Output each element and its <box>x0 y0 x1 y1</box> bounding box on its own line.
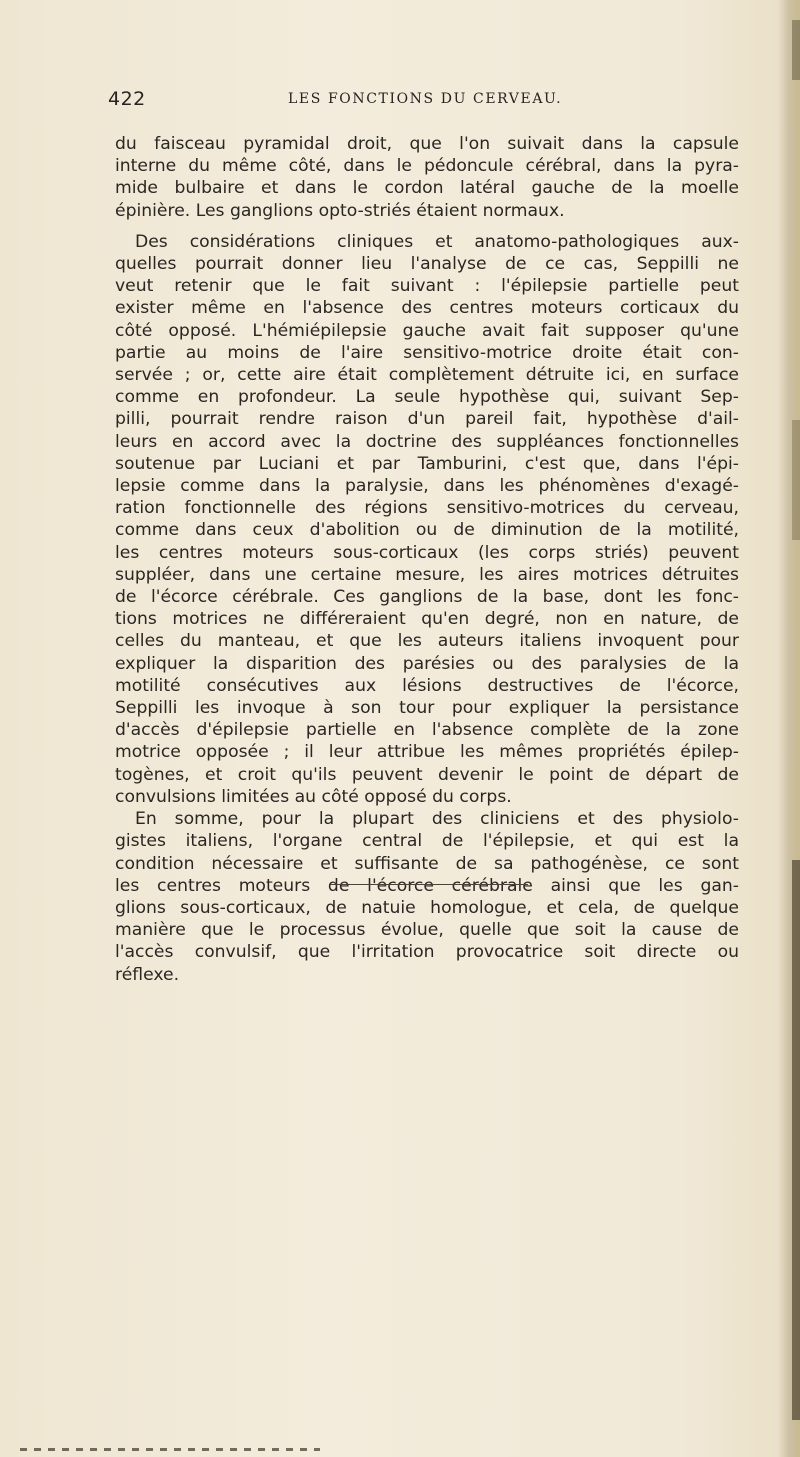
running-head <box>108 88 748 110</box>
text-line: motrice opposée ; il leur attribue les mêmes propriétés épilep- <box>115 742 739 763</box>
text-line: togènes, et croit qu'ils peuvent devenir le point de départ de <box>115 764 739 785</box>
text-line: glions sous-corticaux, de natuie homologue, et cela, de quelque <box>115 897 739 918</box>
text-line: servée ; or, cette aire était complètement détruite ici, en surface <box>115 365 739 386</box>
text-line: manière que le processus évolue, quelle que soit la cause de <box>115 920 739 941</box>
text-line: côté opposé. L'hémiépilepsie gauche avait fait supposer qu'une <box>115 320 739 341</box>
text-line: celles du manteau, et que les auteurs italiens invoquent pour <box>115 631 739 652</box>
text-line: Seppilli les invoque à son tour pour expliquer la persistance <box>115 698 739 719</box>
text-line: quelles pourrait donner lieu l'analyse de ce cas, Seppilli ne <box>115 254 739 275</box>
text-line: épinière. Les ganglions opto-striés étaient normaux. <box>115 200 565 221</box>
text-line: partie au moins de l'aire sensitivo-motrice droite était con- <box>115 342 739 363</box>
text-line: suppléer, dans une certaine mesure, les aires motrices détruites <box>115 564 739 585</box>
paragraph-1 <box>115 133 739 222</box>
text-line: l'accès convulsif, que l'irritation provocatrice soit directe ou <box>115 942 739 963</box>
text-line: soutenue par Luciani et par Tamburini, c'est que, dans l'épi- <box>115 453 739 474</box>
text-line: les centres moteurs de l'écorce cérébrale ainsi que les gan- <box>115 875 739 896</box>
text-line: comme dans ceux d'abolition ou de diminution de la motilité, <box>115 520 739 541</box>
text-line: mide bulbaire et dans le cordon latéral gauche de la moelle <box>115 178 739 199</box>
page-edge-mark <box>792 420 800 540</box>
page-edge-mark <box>792 860 800 1420</box>
text-line: ration fonctionnelle des régions sensitivo-motrices du cerveau, <box>115 498 739 519</box>
text-line: convulsions limitées au côté opposé du corps. <box>115 786 512 807</box>
text-line: condition nécessaire et suffisante de sa pathogénèse, ce sont <box>115 853 739 874</box>
text-line: veut retenir que le fait suivant : l'épilepsie partielle peut <box>115 276 739 297</box>
scan-artifact <box>20 1448 320 1451</box>
text-line: Des considérations cliniques et anatomo-pathologiques aux- <box>135 231 739 252</box>
page-edge-mark <box>792 20 800 80</box>
text-line: les centres moteurs sous-corticaux (les corps striés) peuvent <box>115 542 739 563</box>
text-line: de l'écorce cérébrale. Ces ganglions de la base, dont les fonc- <box>115 587 739 608</box>
text-line: d'accès d'épilepsie partielle en l'absence complète de la zone <box>115 720 739 741</box>
text-line: En somme, pour la plupart des cliniciens et des physiolo- <box>135 809 739 830</box>
text-line: du faisceau pyramidal droit, que l'on suivait dans la capsule <box>115 134 739 154</box>
paragraph-3 <box>115 808 739 986</box>
paragraph-2 <box>115 231 739 808</box>
text-line: gistes italiens, l'organe central de l'épilepsie, et qui est la <box>115 831 739 852</box>
text-line: leurs en accord avec la doctrine des suppléances fonctionnelles <box>115 431 739 452</box>
text-line: expliquer la disparition des parésies ou des paralysies de la <box>115 653 739 674</box>
text-line: tions motrices ne différeraient qu'en degré, non en nature, de <box>115 609 739 630</box>
text-line: réflexe. <box>115 964 180 985</box>
text-line: comme en profondeur. La seule hypothèse qui, suivant Sep- <box>115 387 739 408</box>
page-number: 422 <box>108 88 146 110</box>
text-line: pilli, pourrait rendre raison d'un pareil fait, hypothèse d'ail- <box>115 409 739 430</box>
text-line: motilité consécutives aux lésions destructives de l'écorce, <box>115 675 739 696</box>
text-line: interne du même côté, dans le pédoncule cérébral, dans la pyra- <box>115 156 739 177</box>
section-end-rule <box>330 884 528 885</box>
text-line: lepsie comme dans la paralysie, dans les phénomènes d'exagé- <box>115 476 739 497</box>
body-text <box>115 133 739 986</box>
text-line: exister même en l'absence des centres moteurs corticaux du <box>115 298 739 319</box>
running-head-title: LES FONCTIONS DU CERVEAU. <box>288 91 563 107</box>
